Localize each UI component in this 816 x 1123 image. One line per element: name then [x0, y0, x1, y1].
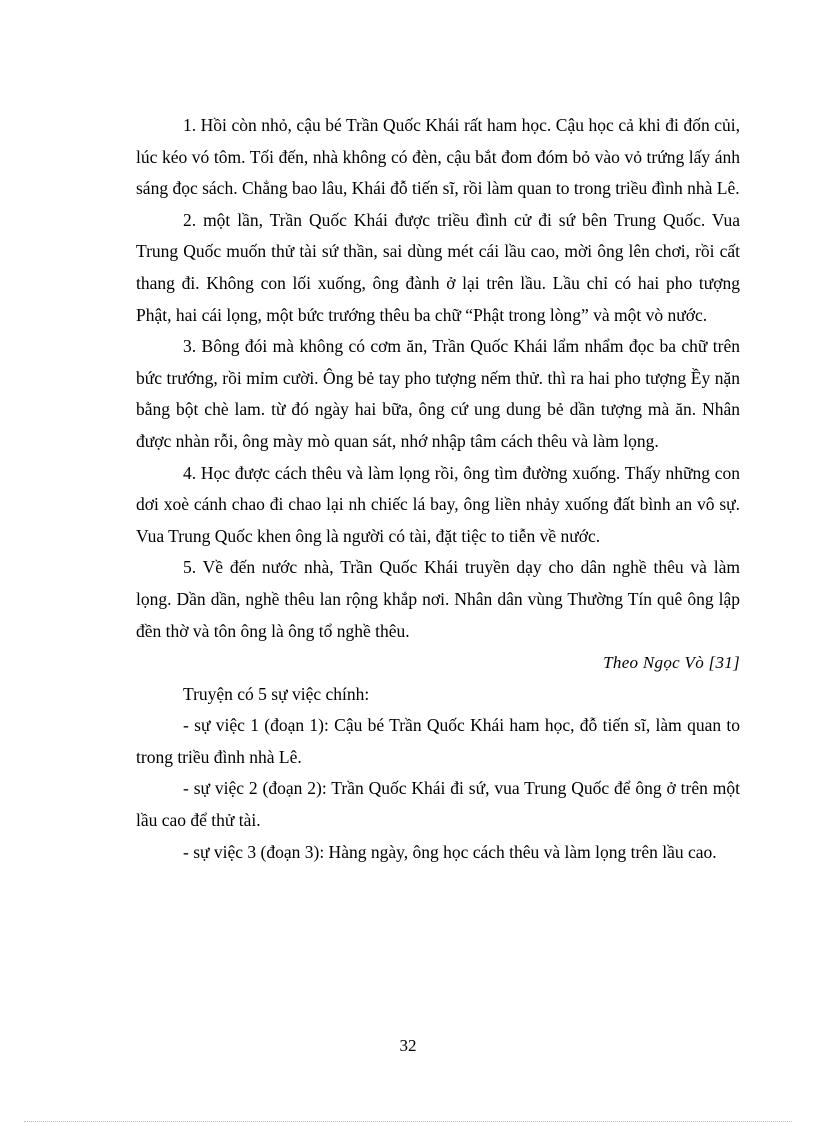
- source-citation: Theo Ngọc Vò [31]: [603, 653, 740, 673]
- story-paragraph-2: 2. một lần, Trần Quốc Khái được triều đình cử đi sứ bên Trung Quốc. Vua Trung Quốc muốn thử tài sứ thần, sai dùng mét cái lầu cao, mời ông lên chơi, rồi cất thang đi. Không con lối xuống, ông đành ở lại trên lầu. Lầu chỉ có hai pho tượng Phật, hai cái lọng, một bức trướng thêu ba chữ “Phật trong lòng” và một vò nước.: [136, 209, 740, 325]
- body-text: [136, 110, 740, 868]
- analysis-event-3: - sự việc 3 (đoạn 3): Hàng ngày, ông học cách thêu và làm lọng trên lầu cao.: [183, 841, 717, 862]
- analysis-intro: Truyện có 5 sự việc chính:: [183, 683, 370, 704]
- story-paragraph-1: 1. Hồi còn nhỏ, cậu bé Trần Quốc Khái rất ham học. Cậu học cả khi đi đốn củi, lúc kéo vó tôm. Tối đến, nhà không có đèn, cậu bắt đom đóm bỏ vào vỏ trứng lấy ánh sáng đọc sách. Chẳng bao lâu, Khái đỗ tiến sĩ, rồi làm quan to trong triều đình nhà Lê.: [136, 115, 740, 199]
- page-number: 32: [399, 1036, 417, 1055]
- story-paragraph-5: 5. Về đến nước nhà, Trần Quốc Khái truyền dạy cho dân nghề thêu và làm lọng. Dần dần, nghề thêu lan rộng khắp nơi. Nhân dân vùng Thường Tín quê ông lập đền thờ và tôn ông là ông tổ nghề thêu.: [136, 557, 740, 641]
- story-paragraph-3: 3. Bông đói mà không có cơm ăn, Trần Quốc Khái lẩm nhẩm đọc ba chữ trên bức trướng, rồi mỉm cười. Ông bẻ tay pho tượng nếm thử. thì ra hai pho tượng Ềy nặn bằng bột chè lam. từ đó ngày hai bữa, ông cứ ung dung bẻ dần tượng mà ăn. Nhân được nhàn rỗi, ông mày mò quan sát, nhớ nhập tâm cách thêu và làm lọng.: [136, 336, 740, 451]
- story-paragraph-4: 4. Học được cách thêu và làm lọng rồi, ông tìm đường xuống. Thấy những con dơi xoè cánh chao đi chao lại nh chiếc lá bay, ông liền nhảy xuống đất bình an vô sự. Vua Trung Quốc khen ông là người có tài, đặt tiệc to tiễn về nước.: [136, 462, 740, 546]
- analysis-event-1: - sự việc 1 (đoạn 1): Cậu bé Trần Quốc Khái ham học, đỗ tiến sĩ, làm quan to trong triều đình nhà Lê.: [136, 715, 740, 767]
- analysis-event-2: - sự việc 2 (đoạn 2): Trần Quốc Khái đi sứ, vua Trung Quốc để ông ở trên một lầu cao để thử tài.: [136, 778, 740, 831]
- page-bottom-divider: [24, 1121, 792, 1122]
